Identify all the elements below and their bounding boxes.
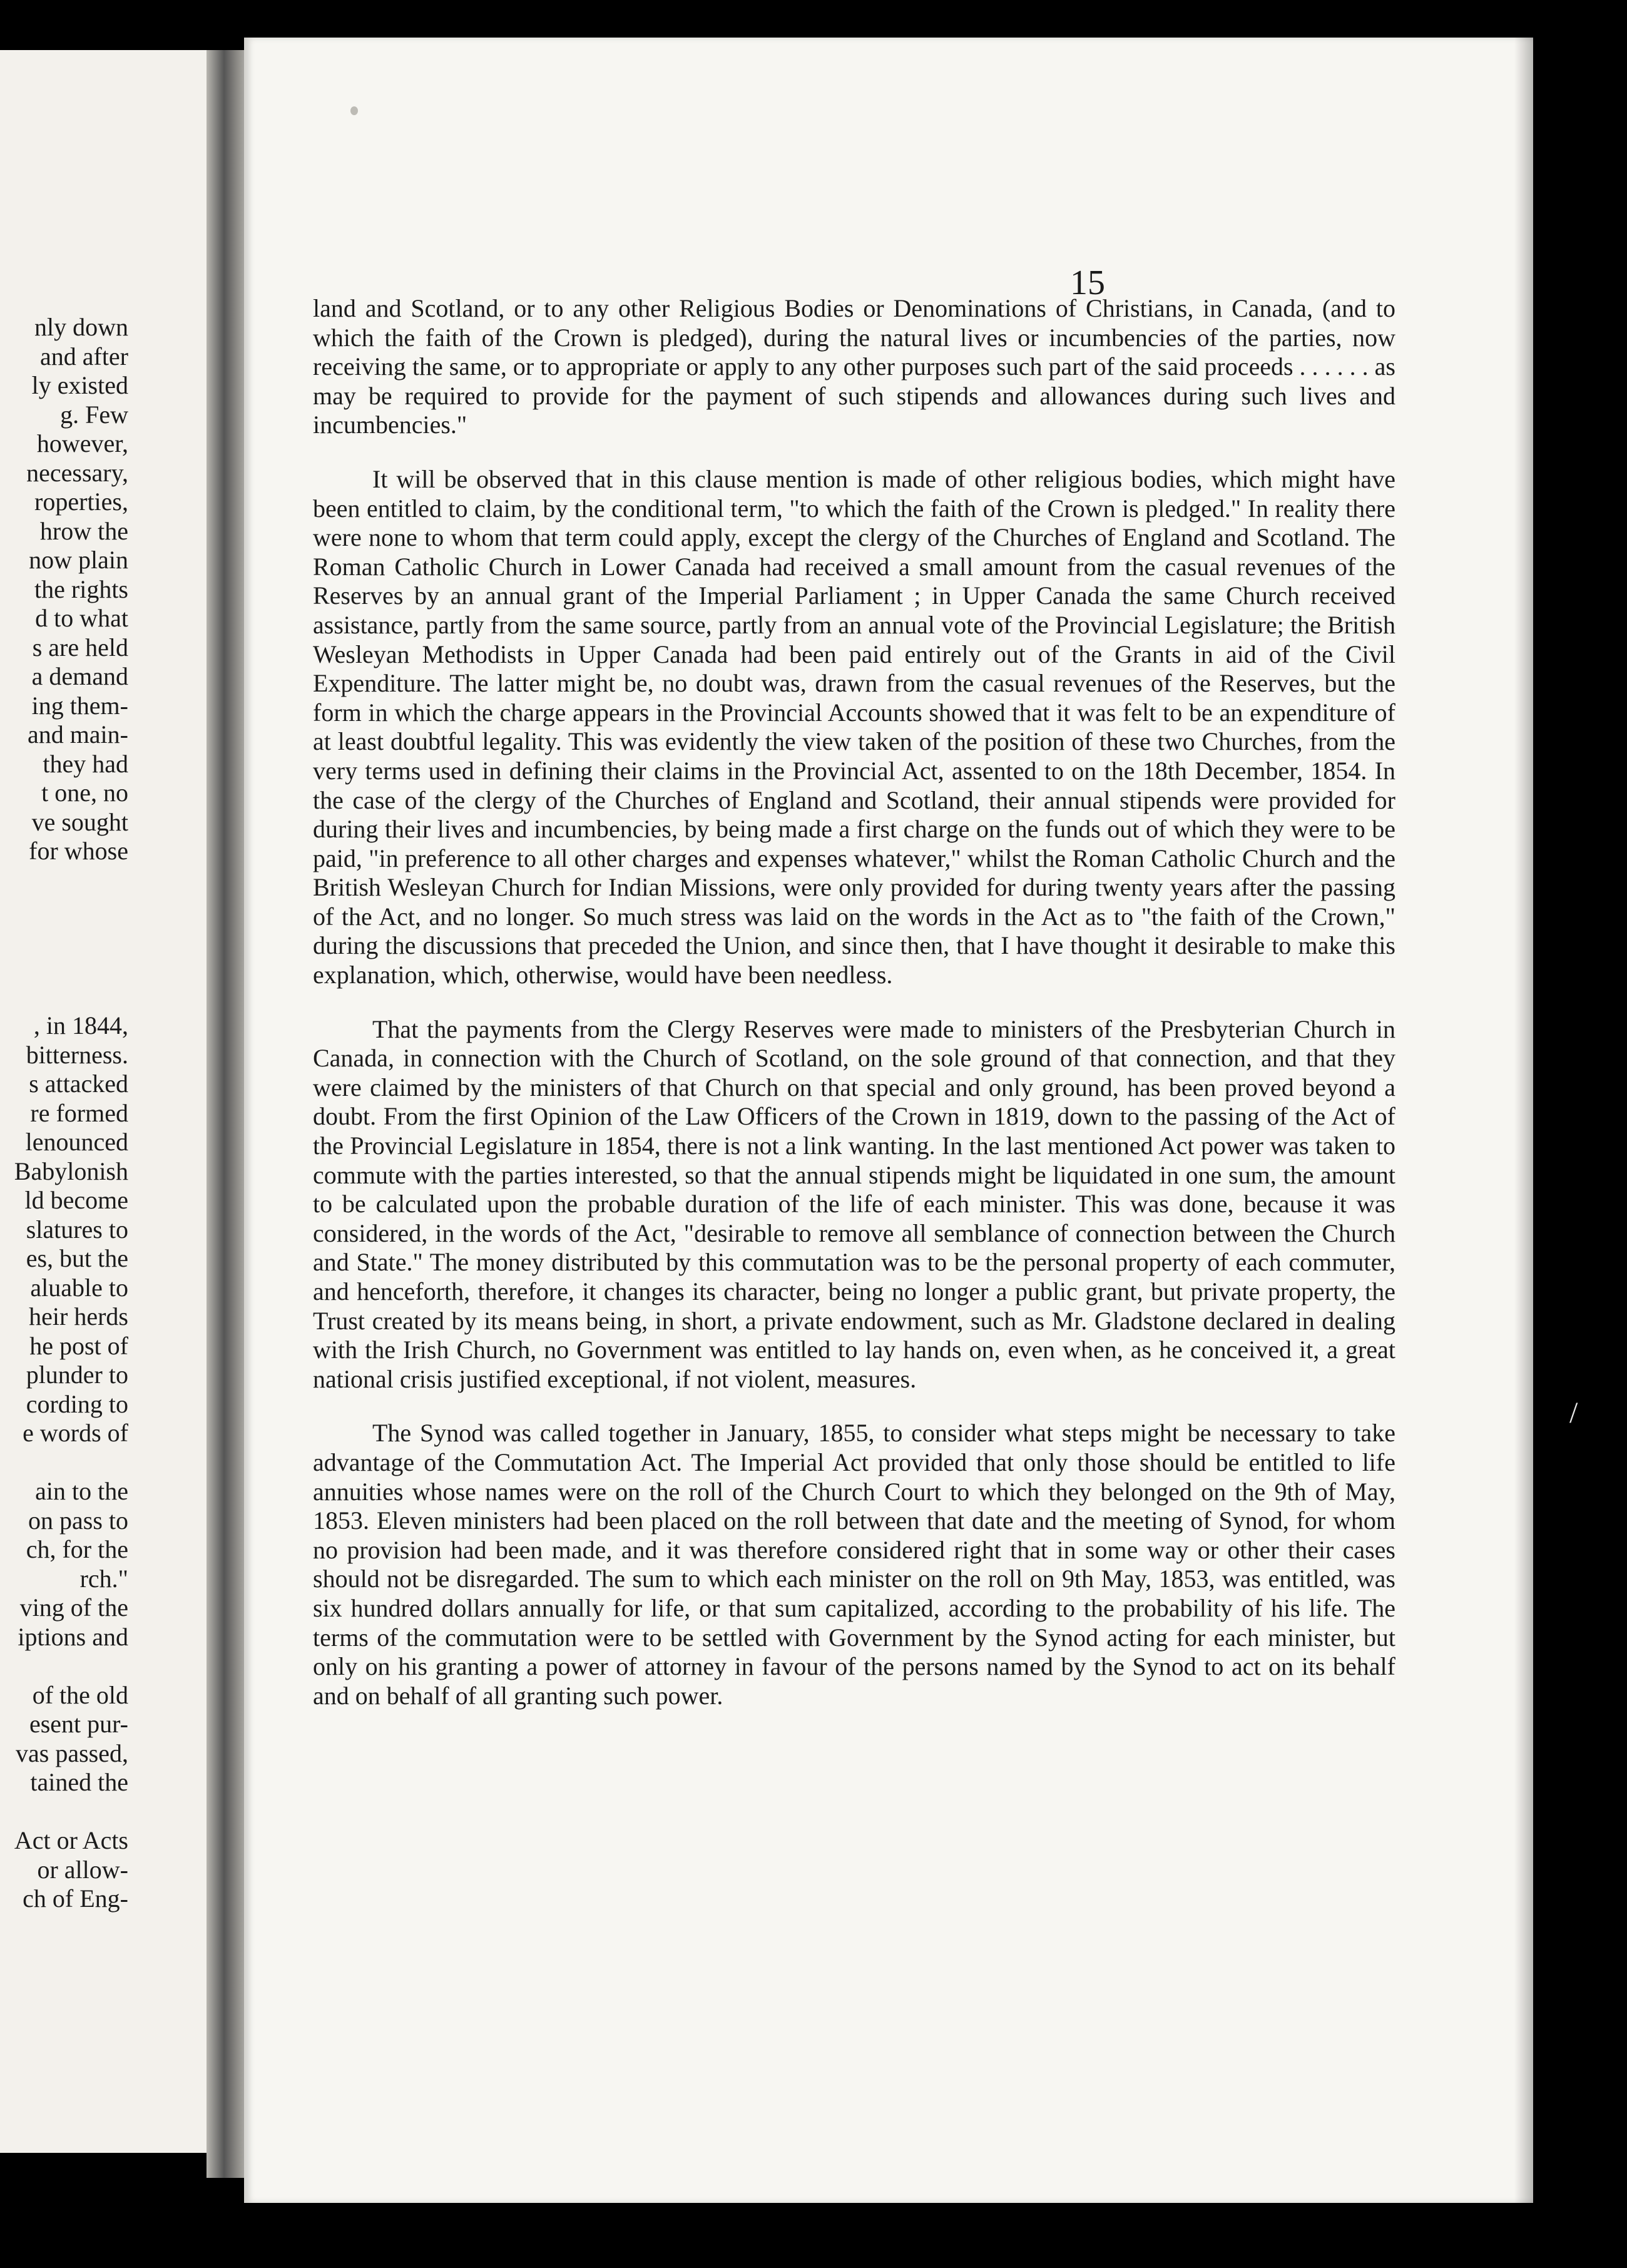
left-page-line: d to what <box>35 604 128 632</box>
left-page-line: hrow the <box>39 516 128 545</box>
paragraph-faith-of-crown: It will be observed that in this clause mention is made of other religious bodies, which might have been entitled to claim, by the conditional term, "to which the faith of the Crown is pledged." In reality there were none to whom that term could apply, except the clergy of the Churches of England and Scotland. The Roman Catholic Church in Lower Canada had received a small amount from the casual revenues of the Reserves by an annual grant of the Imperial Parliament ; in Upper Canada the same Church received assistance, partly from the same source, partly from an annual vote of the Provincial Legislature; the British Wesleyan Methodists in Upper Canada had been paid entirely out of the Grants in aid of the Civil Expenditure. The latter might be, no doubt was, drawn from the casual revenues of the Reserves, but the form in which the charge appears in the Provincial Accounts showed that it was felt to be an expenditure of at least doubtful legality. This was evidently the view taken of the position of these two Churches, from the very terms used in defining their claims in the Provincial Act, assented to on the 18th December, 1854. In the case of the clergy of the Churches of England and Scotland, their annual stipends were provided for during their lives and incumbencies, by being made a first charge on the funds out of which they were to be paid, "in preference to all other charges and expenses whatever," whilst the Roman Catholic Church and the British Wesleyan Church for Indian Missions, were only provided for during twenty years after the passing of the Act, and no longer. So much stress was laid on the words in the Act as to "the faith of the Crown," during the discussions that preceded the Union, and since then, that I have thought it desirable to make this explanation, which, otherwise, would have been needless. <box>313 464 1395 989</box>
left-page-line: Babylonish <box>14 1157 128 1185</box>
left-page-line: rch." <box>79 1564 128 1593</box>
left-page-line <box>0 866 128 896</box>
left-page-line: ch, for the <box>26 1535 128 1563</box>
left-page-line: vas passed, <box>16 1739 128 1767</box>
left-page-line: iptions and <box>18 1622 128 1651</box>
left-page-line: g. Few <box>60 400 128 429</box>
left-page-line: ly existed <box>31 371 128 399</box>
left-page-line: aluable to <box>30 1273 128 1302</box>
body-text <box>313 294 1395 1735</box>
left-page-line: ving of the <box>19 1593 128 1622</box>
paragraph-continuation: land and Scotland, or to any other Religious Bodies or Denominations of Christians, in Canada, (and to which the faith of the Crown is pledged), during the natural lives or incumbencies of the parties, now receiving the same, or to appropriate or apply to any other purposes such part of the said proceeds . . . . . . as may be required to provide for the payment of such stipends and allowances during such lives and incumbencies." <box>313 294 1395 439</box>
left-facing-page <box>0 50 232 2153</box>
left-page-line: Act or Acts <box>14 1826 128 1854</box>
left-page-line: lenounced <box>25 1128 128 1156</box>
left-page-line: and after <box>39 342 128 370</box>
left-page-line: cording to <box>26 1389 128 1418</box>
left-page-line: ve sought <box>31 807 128 836</box>
page-edge-shadow <box>1514 38 1533 2203</box>
left-page-line: es, but the <box>26 1244 128 1272</box>
left-page-line: of the old <box>32 1680 128 1709</box>
left-page-line: they had <box>43 749 128 778</box>
left-page-line: for whose <box>29 837 128 865</box>
left-page-line <box>0 1448 128 1478</box>
left-page-line: heir herds <box>29 1302 128 1331</box>
left-page-line: ain to the <box>35 1477 128 1505</box>
scan-edge-mark: / <box>1569 1396 1578 1429</box>
left-page-text-column <box>0 313 128 1914</box>
left-page-line: he post of <box>29 1331 128 1360</box>
left-page-line <box>0 983 128 1012</box>
left-page-line: e words of <box>23 1419 128 1447</box>
left-page-line: or allow- <box>37 1855 128 1884</box>
left-page-line: a demand <box>31 662 128 690</box>
page-number: 15 <box>1070 263 1105 302</box>
paragraph-synod: The Synod was called together in January, 1855, to consider what steps might be necessary to take advantage of the Commutation Act. The Imperial Act provided that only those should be entitled to life annuities whose names were on the roll of the Church Court to which they belonged on the 9th of May, 1853. Eleven ministers had been placed on the roll between that date and the meeting of Synod, for whom no provision had been made, and it was therefore considered right that in some way or other their cases should not be disregarded. The sum to which each minister on the roll on 9th May, 1853, was entitled, was six hundred dollars annually for life, or that sum capitalized, according to the probability of his life. The terms of the commutation were to be settled with Government by the Synod acting for each minister, but only on his granting a power of attorney in favour of the persons named by the Synod to act on its behalf and on behalf of all granting such power. <box>313 1419 1395 1710</box>
left-page-line <box>0 1652 128 1681</box>
left-page-line: ing them- <box>31 691 128 720</box>
left-page-line: re formed <box>30 1098 128 1127</box>
left-page-line: , in 1844, <box>33 1011 128 1040</box>
left-page-line: bitterness. <box>26 1040 128 1069</box>
left-page-line: however, <box>36 429 128 457</box>
left-page-line: and main- <box>27 720 128 748</box>
left-page-line: now plain <box>29 546 128 574</box>
left-page-line: ch of Eng- <box>23 1884 128 1913</box>
left-page-line: on pass to <box>28 1506 128 1535</box>
left-page-line: t one, no <box>41 779 128 807</box>
left-page-line: roperties, <box>34 488 128 516</box>
left-page-line: s attacked <box>29 1070 128 1098</box>
left-page-line: ld become <box>24 1186 128 1214</box>
left-page-line: s are held <box>32 633 128 662</box>
left-page-line: slatures to <box>26 1215 128 1244</box>
paragraph-clergy-reserves: That the payments from the Clergy Reserves were made to ministers of the Presbyterian Church in Canada, in connection with the Church of Scotland, on the sole ground of that connection, and that they were claimed by the ministers of that Church on that special and only ground, has been proved beyond a doubt. From the first Opinion of the Law Officers of the Crown in 1819, down to the passing of the Act of the Provincial Legislature in 1854, there is not a link wanting. In the last mentioned Act power was taken to commute with the parties interested, so that the annual stipends might be liquidated in one sum, the amount to be calculated upon the probable duration of the life of each minister. This was done, because it was considered, in the words of the Act, "desirable to remove all semblance of connection between the Church and State." The money distributed by this commutation was to be the personal property of each commuter, and henceforth, therefore, it changes its character, being no longer a public grant, but private property, the Trust created by its means being, in short, a private endowment, such as Mr. Gladstone declared in dealing with the Irish Church, no Government was entitled to lay hands on, even when, as he conceived it, a great national crisis justified exceptional, if not violent, measures. <box>313 1014 1395 1393</box>
left-page-line <box>0 924 128 954</box>
left-page-line: necessary, <box>26 458 128 487</box>
left-page-line: nly down <box>34 313 128 341</box>
paper-speck <box>350 106 358 115</box>
left-page-line <box>0 895 128 924</box>
left-page-line: tained the <box>30 1768 128 1796</box>
left-page-line: the rights <box>34 575 128 603</box>
left-page-line: plunder to <box>26 1361 128 1389</box>
left-page-line <box>0 1797 128 1827</box>
left-page-line: esent pur- <box>29 1710 128 1738</box>
left-page-line <box>0 953 128 983</box>
